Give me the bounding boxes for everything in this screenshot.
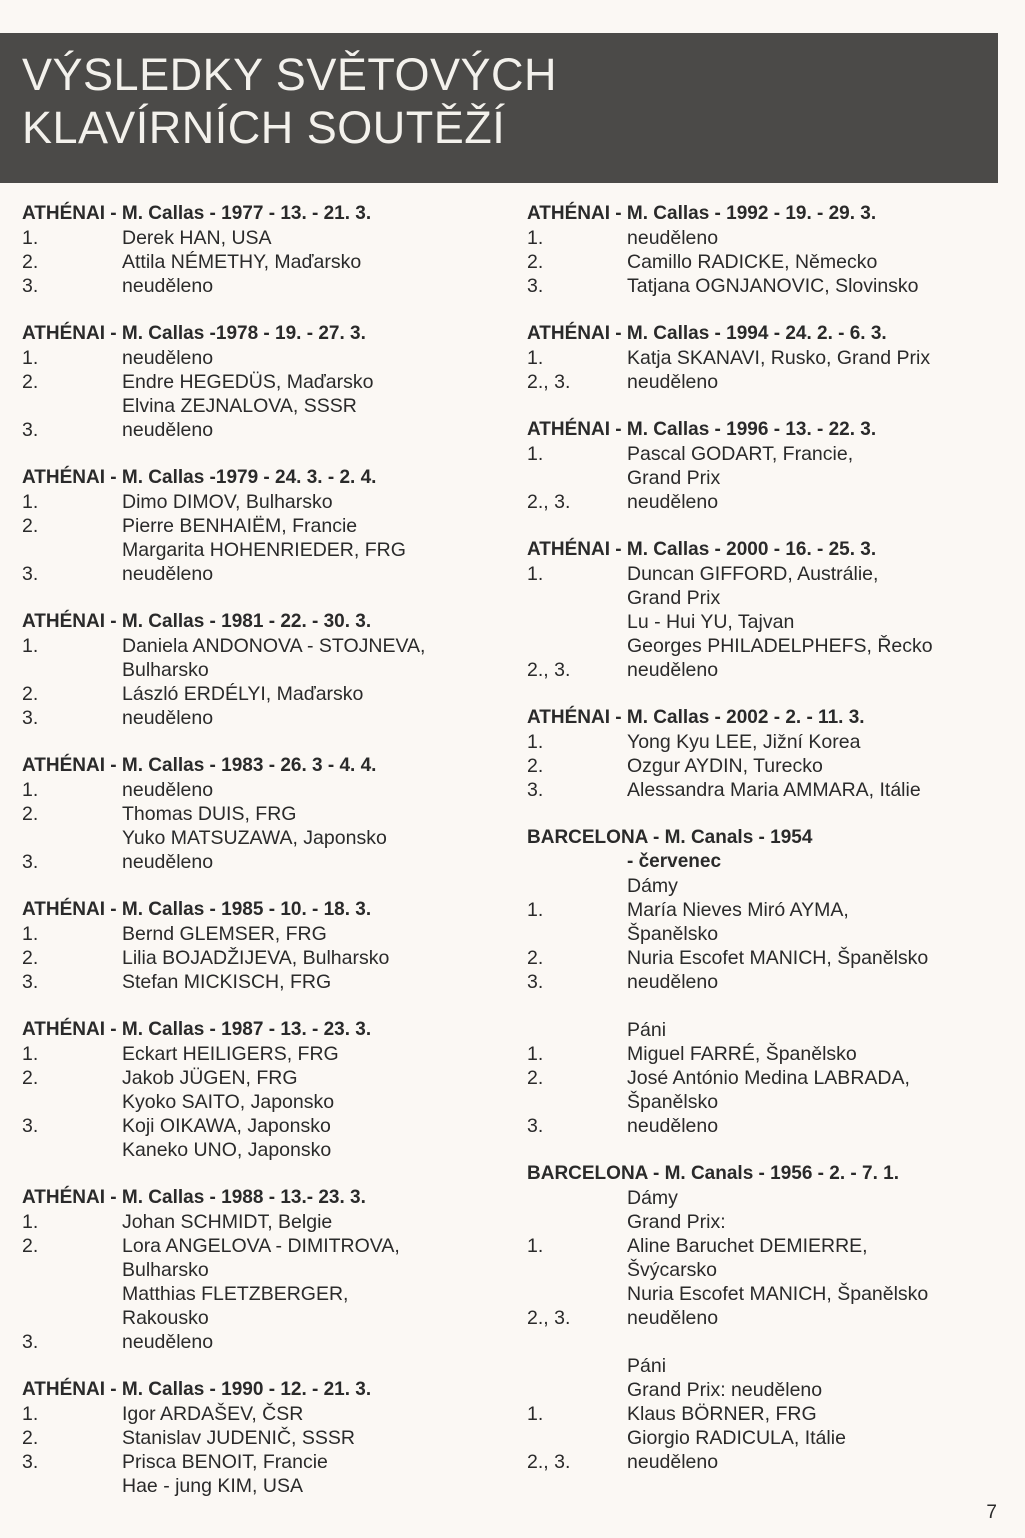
- result-name: Yuko MATSUZAWA, Japonsko: [122, 827, 387, 849]
- result-rank: 2.: [22, 803, 39, 825]
- result-row: [527, 778, 1002, 802]
- result-rank: 1.: [22, 347, 39, 369]
- result-rank: [22, 1306, 122, 1330]
- result-row: [22, 946, 502, 970]
- result-name: [627, 1330, 1002, 1354]
- result-rank: [527, 1330, 627, 1354]
- result-rank: 3.: [22, 563, 39, 585]
- result-rank: 2., 3.: [527, 371, 571, 393]
- left-column: [22, 202, 502, 1522]
- result-name: Thomas DUIS, FRG: [122, 803, 297, 825]
- competition-heading: ATHÉNAI - M. Callas - 1987 - 13. - 23. 3.: [22, 1019, 372, 1040]
- competition-heading: BARCELONA - M. Canals - 1954: [527, 827, 813, 848]
- result-row: [22, 658, 502, 682]
- competition-section: [22, 1186, 502, 1354]
- result-row: [22, 1138, 502, 1162]
- result-name: Bulharsko: [122, 1259, 209, 1281]
- page-title-line-1: VÝSLEDKY SVĚTOVÝCH: [22, 49, 558, 100]
- result-rank: 1.: [22, 491, 39, 513]
- result-row: [527, 1114, 1002, 1138]
- result-row: [22, 1426, 502, 1450]
- result-rank: 3.: [22, 971, 39, 993]
- result-row: [527, 562, 1002, 586]
- result-name: Pierre BENHAIËM, Francie: [122, 515, 358, 537]
- result-row: [527, 490, 1002, 514]
- result-name: neuděleno: [122, 275, 214, 297]
- result-row: [22, 418, 502, 442]
- result-rank: [527, 610, 627, 634]
- result-rank: [527, 1354, 627, 1378]
- result-row: [527, 634, 1002, 658]
- result-rank: 3.: [527, 1115, 544, 1137]
- result-row: [22, 1114, 502, 1138]
- result-name: Giorgio RADICULA, Itálie: [627, 1427, 846, 1449]
- result-row: [527, 1378, 1002, 1402]
- result-name: neuděleno: [627, 491, 719, 513]
- result-rank: 1.: [527, 227, 544, 249]
- result-rank: 1.: [22, 1043, 39, 1065]
- result-rank: 2.: [22, 1235, 39, 1257]
- result-row: [527, 1090, 1002, 1114]
- result-rank: [22, 538, 122, 562]
- competition-heading: ATHÉNAI - M. Callas - 1983 - 26. 3 - 4. 4.: [22, 755, 377, 776]
- result-name: Dimo DIMOV, Bulharsko: [122, 491, 333, 513]
- result-name: neuděleno: [122, 1331, 214, 1353]
- result-row: [527, 1450, 1002, 1474]
- result-name: Ozgur AYDIN, Turecko: [627, 755, 823, 777]
- result-name: Grand Prix:: [627, 1211, 726, 1233]
- result-row: [527, 226, 1002, 250]
- result-row: [22, 970, 502, 994]
- result-rank: [527, 1018, 627, 1042]
- result-name: Derek HAN, USA: [122, 227, 272, 249]
- competition-section: [527, 538, 1002, 682]
- result-rank: 2.: [527, 755, 544, 777]
- result-rank: 1.: [22, 635, 39, 657]
- result-rank: [527, 874, 627, 898]
- competition-section: [527, 706, 1002, 802]
- competition-section: [22, 1378, 502, 1498]
- result-rank: 3.: [22, 851, 39, 873]
- result-row: [527, 1186, 1002, 1210]
- result-name: Igor ARDAŠEV, ČSR: [122, 1403, 304, 1425]
- result-row: [22, 1042, 502, 1066]
- result-rank: [527, 1210, 627, 1234]
- result-name: Švýcarsko: [627, 1259, 717, 1281]
- result-name: Camillo RADICKE, Německo: [627, 251, 878, 273]
- result-name: Hae - jung KIM, USA: [122, 1475, 303, 1497]
- result-rank: 2.: [527, 251, 544, 273]
- result-row: [22, 562, 502, 586]
- result-row: [527, 274, 1002, 298]
- result-rank: [527, 1258, 627, 1282]
- competition-section: [22, 1018, 502, 1162]
- result-name: Jakob JÜGEN, FRG: [122, 1067, 298, 1089]
- result-row: [527, 994, 1002, 1018]
- result-name: Rakousko: [122, 1307, 209, 1329]
- result-row: [22, 706, 502, 730]
- result-name: Matthias FLETZBERGER,: [122, 1283, 349, 1305]
- result-rank: 3.: [22, 707, 39, 729]
- result-row: [22, 1210, 502, 1234]
- result-row: [527, 250, 1002, 274]
- result-row: [527, 658, 1002, 682]
- result-row: [527, 1306, 1002, 1330]
- competition-section: [22, 202, 502, 298]
- result-row: [22, 1066, 502, 1090]
- result-name: neuděleno: [627, 1451, 719, 1473]
- competition-section: [527, 418, 1002, 514]
- competition-heading: ATHÉNAI - M. Callas - 1994 - 24. 2. - 6. 3.: [527, 323, 887, 344]
- result-rank: 3.: [527, 971, 544, 993]
- page-number: 7: [986, 1502, 997, 1523]
- result-rank: 2.: [22, 371, 39, 393]
- competition-heading: ATHÉNAI - M. Callas - 1985 - 10. - 18. 3.: [22, 899, 372, 920]
- result-name: Pascal GODART, Francie,: [627, 443, 854, 465]
- result-rank: 2.: [527, 1067, 544, 1089]
- competition-section: [22, 466, 502, 586]
- result-name: Alessandra Maria AMMARA, Itálie: [627, 779, 921, 801]
- result-rank: [527, 1186, 627, 1210]
- result-row: [22, 226, 502, 250]
- result-row: [527, 922, 1002, 946]
- result-row: [22, 634, 502, 658]
- page-title: [22, 48, 557, 154]
- result-name: Johan SCHMIDT, Belgie: [122, 1211, 333, 1233]
- result-row: [22, 850, 502, 874]
- result-rank: [22, 1138, 122, 1162]
- result-rank: [527, 466, 627, 490]
- result-rank: 2., 3.: [527, 1307, 571, 1329]
- result-rank: 3.: [22, 1331, 39, 1353]
- result-name: Endre HEGEDÜS, Maďarsko: [122, 371, 374, 393]
- result-rank: 1.: [22, 1211, 39, 1233]
- result-name: Bernd GLEMSER, FRG: [122, 923, 327, 945]
- result-rank: [22, 394, 122, 418]
- result-row: [527, 874, 1002, 898]
- result-row: [22, 1282, 502, 1306]
- result-name: Grand Prix: [627, 587, 721, 609]
- result-row: [22, 802, 502, 826]
- result-name: neuděleno: [122, 707, 214, 729]
- result-row: [527, 1234, 1002, 1258]
- result-rank: 2.: [22, 251, 39, 273]
- result-row: [22, 346, 502, 370]
- result-name: neuděleno: [122, 347, 214, 369]
- result-name: neuděleno: [627, 1307, 719, 1329]
- competition-section: [22, 610, 502, 730]
- result-row: [22, 274, 502, 298]
- result-name: neuděleno: [627, 1115, 719, 1137]
- result-row: [22, 1306, 502, 1330]
- result-rank: 3.: [22, 419, 39, 441]
- result-rank: 1.: [527, 731, 544, 753]
- result-row: [22, 778, 502, 802]
- result-row: [527, 1402, 1002, 1426]
- result-name: neuděleno: [627, 971, 719, 993]
- result-row: [527, 1282, 1002, 1306]
- result-row: [527, 730, 1002, 754]
- result-name: Kyoko SAITO, Japonsko: [122, 1091, 335, 1113]
- result-row: [22, 370, 502, 394]
- result-rank: 1.: [22, 779, 39, 801]
- result-rank: [22, 1474, 122, 1498]
- result-row: [527, 1210, 1002, 1234]
- result-name: Nuria Escofet MANICH, Španělsko: [627, 1283, 929, 1305]
- result-name: Grand Prix: neuděleno: [627, 1379, 823, 1401]
- result-name: Španělsko: [627, 1091, 719, 1113]
- result-row: [22, 826, 502, 850]
- result-row: [527, 1426, 1002, 1450]
- result-name: Prisca BENOIT, Francie: [122, 1451, 328, 1473]
- competition-heading: ATHÉNAI - M. Callas - 1977 - 13. - 21. 3.: [22, 203, 372, 224]
- result-row: [22, 922, 502, 946]
- result-rank: 1.: [22, 1403, 39, 1425]
- result-rank: [527, 922, 627, 946]
- result-name: Nuria Escofet MANICH, Španělsko: [627, 947, 929, 969]
- competition-heading: ATHÉNAI - M. Callas - 2000 - 16. - 25. 3.: [527, 539, 877, 560]
- result-row: [527, 346, 1002, 370]
- result-name: Aline Baruchet DEMIERRE,: [627, 1235, 868, 1257]
- result-row: [527, 898, 1002, 922]
- result-rank: 1.: [22, 923, 39, 945]
- result-rank: 1.: [527, 1043, 544, 1065]
- result-name: Páni: [627, 1019, 667, 1041]
- result-rank: [22, 826, 122, 850]
- competition-subheading: - červenec: [627, 851, 722, 872]
- result-rank: 3.: [22, 1115, 39, 1137]
- result-row: [22, 490, 502, 514]
- result-row: [22, 1474, 502, 1498]
- result-row: [527, 946, 1002, 970]
- result-row: [527, 1258, 1002, 1282]
- result-row: [22, 394, 502, 418]
- result-name: Grand Prix: [627, 467, 721, 489]
- result-name: Daniela ANDONOVA - STOJNEVA,: [122, 635, 426, 657]
- result-row: [527, 1066, 1002, 1090]
- competition-section: [22, 898, 502, 994]
- result-row: [527, 1018, 1002, 1042]
- result-rank: [22, 1282, 122, 1306]
- result-name: Margarita HOHENRIEDER, FRG: [122, 539, 406, 561]
- result-name: neuděleno: [122, 419, 214, 441]
- result-name: neuděleno: [122, 563, 214, 585]
- competition-heading: ATHÉNAI - M. Callas - 1996 - 13. - 22. 3.: [527, 419, 877, 440]
- result-name: José António Medina LABRADA,: [627, 1067, 910, 1089]
- result-row: [527, 1330, 1002, 1354]
- result-row: [22, 682, 502, 706]
- result-row: [527, 466, 1002, 490]
- result-name: Páni: [627, 1355, 667, 1377]
- result-name: neuděleno: [122, 779, 214, 801]
- result-row: [22, 1234, 502, 1258]
- result-rank: 2.: [22, 515, 39, 537]
- competition-heading: ATHÉNAI - M. Callas - 1990 - 12. - 21. 3.: [22, 1379, 372, 1400]
- result-name: Klaus BÖRNER, FRG: [627, 1403, 817, 1425]
- result-name: László ERDÉLYI, Maďarsko: [122, 683, 364, 705]
- result-row: [527, 586, 1002, 610]
- result-rank: 2.: [527, 947, 544, 969]
- result-rank: 1.: [527, 443, 544, 465]
- result-name: Dámy: [627, 875, 678, 897]
- result-name: Lora ANGELOVA - DIMITROVA,: [122, 1235, 400, 1257]
- competition-heading: ATHÉNAI - M. Callas -1979 - 24. 3. - 2. 4.: [22, 467, 377, 488]
- competition-section: [527, 322, 1002, 394]
- result-row: [527, 610, 1002, 634]
- result-rank: 1.: [527, 563, 544, 585]
- result-name: neuděleno: [627, 371, 719, 393]
- result-rank: 1.: [527, 1403, 544, 1425]
- result-rank: 3.: [527, 779, 544, 801]
- result-rank: 2.: [22, 1427, 39, 1449]
- result-rank: 2.: [22, 1067, 39, 1089]
- result-rank: 1.: [527, 1235, 544, 1257]
- result-name: Kaneko UNO, Japonsko: [122, 1139, 332, 1161]
- result-row: [527, 1354, 1002, 1378]
- result-rank: [22, 658, 122, 682]
- result-rank: [527, 1378, 627, 1402]
- result-name: Koji OIKAWA, Japonsko: [122, 1115, 331, 1137]
- result-name: Stefan MICKISCH, FRG: [122, 971, 332, 993]
- result-name: Dámy: [627, 1187, 678, 1209]
- result-name: Georges PHILADELPHEFS, Řecko: [627, 635, 933, 657]
- result-rank: [527, 1426, 627, 1450]
- result-rank: 3.: [527, 275, 544, 297]
- result-row: [22, 514, 502, 538]
- result-rank: [22, 1090, 122, 1114]
- result-row: [22, 538, 502, 562]
- right-column: [527, 202, 1002, 1498]
- result-row: [527, 754, 1002, 778]
- result-name: Yong Kyu LEE, Jižní Korea: [627, 731, 861, 753]
- result-rank: 2.: [22, 683, 39, 705]
- result-row: [22, 1090, 502, 1114]
- result-name: Lilia BOJADŽIJEVA, Bulharsko: [122, 947, 390, 969]
- competition-heading: ATHÉNAI - M. Callas - 2002 - 2. - 11. 3.: [527, 707, 865, 728]
- result-rank: 1.: [527, 899, 544, 921]
- result-name: Miguel FARRÉ, Španělsko: [627, 1043, 857, 1065]
- result-name: Duncan GIFFORD, Austrálie,: [627, 563, 879, 585]
- result-rank: 3.: [22, 275, 39, 297]
- result-name: Attila NÉMETHY, Maďarsko: [122, 251, 362, 273]
- result-name: Tatjana OGNJANOVIC, Slovinsko: [627, 275, 919, 297]
- competition-section: [527, 202, 1002, 298]
- result-rank: 2., 3.: [527, 659, 571, 681]
- result-rank: [527, 1090, 627, 1114]
- competition-heading: ATHÉNAI - M. Callas - 1992 - 19. - 29. 3.: [527, 203, 877, 224]
- result-name: Španělsko: [627, 923, 719, 945]
- result-rank: 2.: [22, 947, 39, 969]
- result-rank: [527, 1282, 627, 1306]
- result-row: [22, 1330, 502, 1354]
- result-rank: 3.: [22, 1451, 39, 1473]
- competition-heading: ATHÉNAI - M. Callas - 1981 - 22. - 30. 3.: [22, 611, 372, 632]
- result-row: [22, 1402, 502, 1426]
- result-name: Lu - Hui YU, Tajvan: [627, 611, 795, 633]
- result-rank: [22, 1258, 122, 1282]
- result-row: [527, 442, 1002, 466]
- result-rank: 2., 3.: [527, 491, 571, 513]
- result-rank: [527, 634, 627, 658]
- result-name: Stanislav JUDENIČ, SSSR: [122, 1427, 355, 1449]
- result-name: [627, 994, 1002, 1018]
- result-rank: [527, 994, 627, 1018]
- result-name: neuděleno: [627, 227, 719, 249]
- competition-section: [527, 1162, 1002, 1474]
- result-row: [22, 1450, 502, 1474]
- competition-heading: ATHÉNAI - M. Callas - 1988 - 13.- 23. 3.: [22, 1187, 366, 1208]
- competition-section: [22, 754, 502, 874]
- competition-section: [527, 826, 1002, 1138]
- result-row: [22, 250, 502, 274]
- page-title-line-2: KLAVÍRNÍCH SOUTĚŽÍ: [22, 102, 506, 153]
- result-name: Katja SKANAVI, Rusko, Grand Prix: [627, 347, 931, 369]
- competition-heading: BARCELONA - M. Canals - 1956 - 2. - 7. 1.: [527, 1163, 899, 1184]
- result-row: [527, 970, 1002, 994]
- result-name: Bulharsko: [122, 659, 209, 681]
- competition-heading: ATHÉNAI - M. Callas -1978 - 19. - 27. 3.: [22, 323, 366, 344]
- result-name: María Nieves Miró AYMA,: [627, 899, 849, 921]
- result-rank: 2., 3.: [527, 1451, 571, 1473]
- result-rank: 1.: [527, 347, 544, 369]
- result-name: neuděleno: [627, 659, 719, 681]
- result-row: [22, 1258, 502, 1282]
- result-name: Eckart HEILIGERS, FRG: [122, 1043, 339, 1065]
- result-row: [527, 370, 1002, 394]
- result-row: [527, 1042, 1002, 1066]
- result-name: Elvina ZEJNALOVA, SSSR: [122, 395, 357, 417]
- result-rank: [527, 586, 627, 610]
- competition-section: [22, 322, 502, 442]
- result-name: neuděleno: [122, 851, 214, 873]
- result-rank: 1.: [22, 227, 39, 249]
